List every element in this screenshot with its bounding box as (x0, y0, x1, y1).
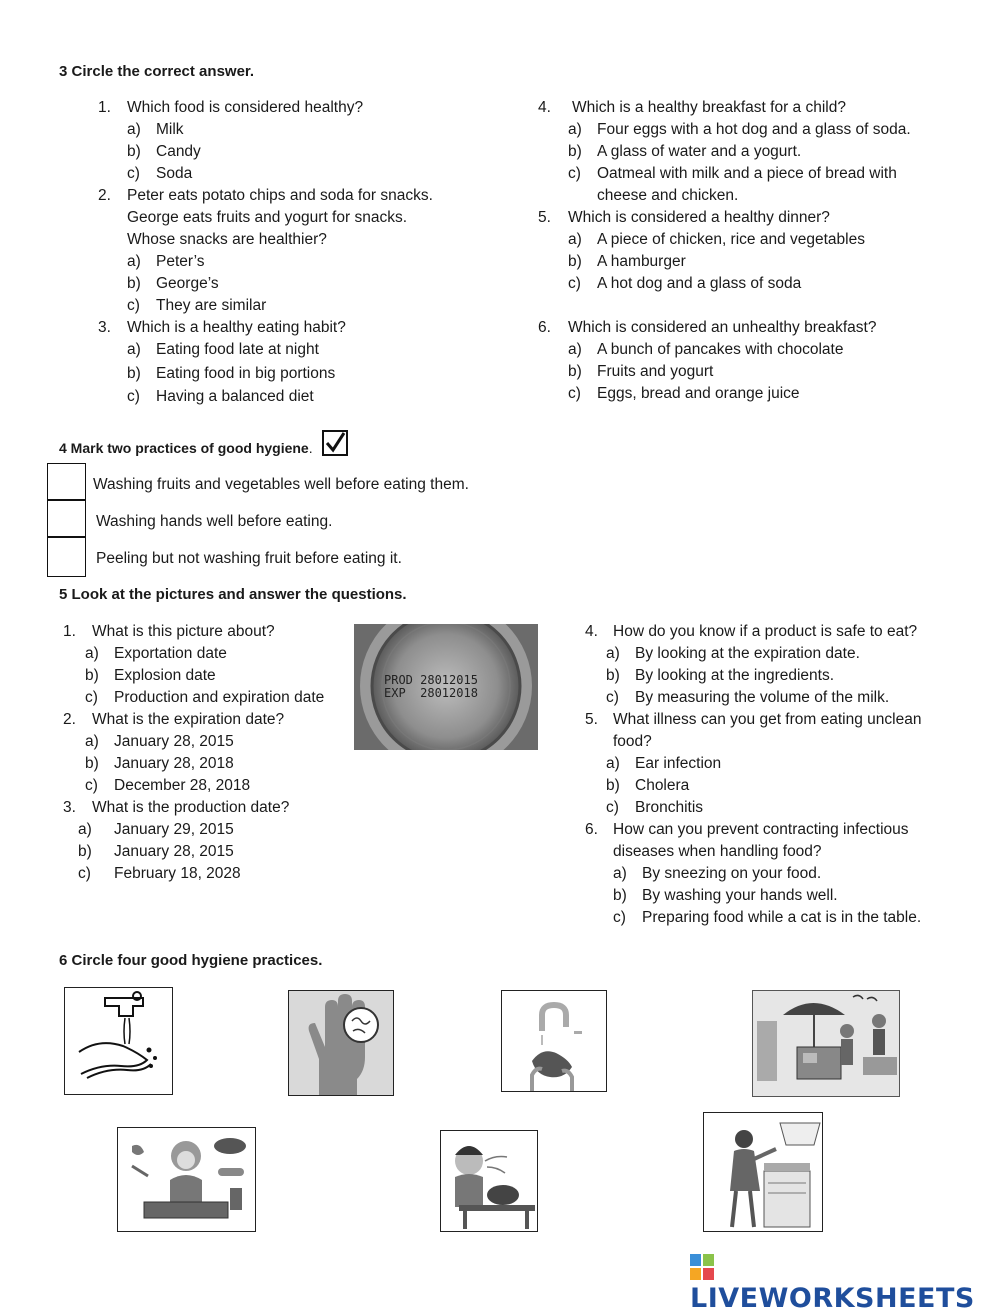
q3-2-number: 2. (98, 187, 111, 204)
q3-5-option-a[interactable]: A piece of chicken, rice and vegetables (597, 231, 865, 248)
q3-2-text-line1: Peter eats potato chips and soda for snacks. (127, 187, 433, 204)
q3-2-c-letter: c) (127, 297, 140, 314)
q3-2-option-b[interactable]: George’s (156, 275, 219, 292)
q5-4-text: How do you know if a product is safe to eat? (613, 623, 918, 640)
q5-6-b-letter: b) (613, 887, 627, 904)
liveworksheets-logo-icon (690, 1254, 714, 1280)
section-6-title: 6 Circle four good hygiene practices. (59, 952, 323, 969)
q3-3-c-letter: c) (127, 388, 140, 405)
q3-1-option-b[interactable]: Candy (156, 143, 201, 160)
q3-2-text-line3: Whose snacks are healthier? (127, 231, 327, 248)
expiration-label-text: PROD 28012015 EXP 28012018 (384, 673, 478, 700)
q3-4-option-a[interactable]: Four eggs with a hot dog and a glass of soda. (597, 121, 911, 138)
q3-6-text: Which is considered an unhealthy breakfast? (568, 319, 877, 336)
q3-5-c-letter: c) (568, 275, 581, 292)
picture-washing-fruit[interactable] (501, 990, 607, 1092)
q3-5-number: 5. (538, 209, 551, 226)
liveworksheets-logo: LIVEWORKSHEETS (690, 1252, 1000, 1314)
expiration-date-photo (354, 624, 538, 750)
q5-6-a-letter: a) (613, 865, 627, 882)
checkmark-icon (322, 430, 348, 456)
q5-3-text: What is the production date? (92, 799, 290, 816)
q5-2-a-letter: a) (85, 733, 99, 750)
q3-3-number: 3. (98, 319, 111, 336)
q5-4-option-c[interactable]: By measuring the volume of the milk. (635, 689, 890, 706)
q3-6-option-a[interactable]: A bunch of pancakes with chocolate (597, 341, 844, 358)
q5-6-option-b[interactable]: By washing your hands well. (642, 887, 838, 904)
q5-1-b-letter: b) (85, 667, 99, 684)
q5-4-c-letter: c) (606, 689, 619, 706)
q5-2-option-c[interactable]: December 28, 2018 (114, 777, 251, 794)
picture-washing-dishes[interactable] (117, 1127, 256, 1232)
hygiene-checkbox-2[interactable] (47, 500, 86, 537)
q3-1-c-letter: c) (127, 165, 140, 182)
q3-5-option-b[interactable]: A hamburger (597, 253, 686, 270)
q5-2-c-letter: c) (85, 777, 98, 794)
q5-5-option-b[interactable]: Cholera (635, 777, 690, 794)
q5-4-number: 4. (585, 623, 598, 640)
q5-3-option-c[interactable]: February 18, 2028 (114, 865, 241, 882)
q5-5-number: 5. (585, 711, 598, 728)
q3-4-text: Which is a healthy breakfast for a child? (572, 99, 846, 116)
section-3-title: 3 Circle the correct answer. (59, 63, 255, 80)
q5-1-a-letter: a) (85, 645, 99, 662)
q5-5-text-line2: food? (613, 733, 652, 750)
section-5-title: 5 Look at the pictures and answer the questions. (59, 586, 407, 603)
q3-1-a-letter: a) (127, 121, 141, 138)
q3-3-text: Which is a healthy eating habit? (127, 319, 346, 336)
q5-5-b-letter: b) (606, 777, 620, 794)
picture-cooking-stove[interactable] (703, 1112, 823, 1232)
q3-4-c-letter: c) (568, 165, 581, 182)
hygiene-item-3: Peeling but not washing fruit before eating it. (96, 550, 402, 567)
q5-1-option-b[interactable]: Explosion date (114, 667, 216, 684)
q5-4-option-a[interactable]: By looking at the expiration date. (635, 645, 860, 662)
q5-3-c-letter: c) (78, 865, 91, 882)
q3-3-a-letter: a) (127, 341, 141, 358)
q5-4-b-letter: b) (606, 667, 620, 684)
q5-3-number: 3. (63, 799, 76, 816)
q3-5-b-letter: b) (568, 253, 582, 270)
q3-6-a-letter: a) (568, 341, 582, 358)
q3-4-option-b[interactable]: A glass of water and a yogurt. (597, 143, 802, 160)
q5-4-a-letter: a) (606, 645, 620, 662)
q3-6-number: 6. (538, 319, 551, 336)
q3-4-number: 4. (538, 99, 551, 116)
q5-3-option-b[interactable]: January 28, 2015 (114, 843, 234, 860)
q3-4-b-letter: b) (568, 143, 582, 160)
q3-2-a-letter: a) (127, 253, 141, 270)
q5-6-c-letter: c) (613, 909, 626, 926)
q3-5-text: Which is considered a healthy dinner? (568, 209, 830, 226)
q3-4-a-letter: a) (568, 121, 582, 138)
hygiene-checkbox-3[interactable] (47, 537, 86, 577)
hygiene-item-1: Washing fruits and vegetables well before eating them. (93, 476, 469, 493)
q3-4-option-c[interactable]: Oatmeal with milk and a piece of bread with (597, 165, 897, 182)
q3-1-b-letter: b) (127, 143, 141, 160)
q5-6-option-a[interactable]: By sneezing on your food. (642, 865, 822, 882)
q5-1-c-letter: c) (85, 689, 98, 706)
q5-6-text-line2: diseases when handling food? (613, 843, 822, 860)
q3-6-b-letter: b) (568, 363, 582, 380)
q5-5-a-letter: a) (606, 755, 620, 772)
q5-6-option-c[interactable]: Preparing food while a cat is in the table. (642, 909, 922, 926)
q3-3-option-a[interactable]: Eating food late at night (156, 341, 319, 358)
q3-3-option-c[interactable]: Having a balanced diet (156, 388, 314, 405)
q5-1-text: What is this picture about? (92, 623, 275, 640)
section-4-title: 4 Mark two practices of good hygiene. (59, 440, 313, 456)
picture-street-food[interactable] (752, 990, 900, 1097)
q3-1-text: Which food is considered healthy? (127, 99, 364, 116)
q3-4-option-c-line2[interactable]: cheese and chicken. (597, 187, 739, 204)
q3-6-option-c[interactable]: Eggs, bread and orange juice (597, 385, 800, 402)
q5-3-option-a[interactable]: January 29, 2015 (114, 821, 234, 838)
q3-2-text-line2: George eats fruits and yogurt for snacks. (127, 209, 407, 226)
q5-5-option-c[interactable]: Bronchitis (635, 799, 704, 816)
q3-6-option-b[interactable]: Fruits and yogurt (597, 363, 714, 380)
q5-2-number: 2. (63, 711, 76, 728)
picture-dirty-hand[interactable] (288, 990, 394, 1096)
q3-3-option-b[interactable]: Eating food in big portions (156, 365, 336, 382)
q5-5-option-a[interactable]: Ear infection (635, 755, 722, 772)
q5-2-option-b[interactable]: January 28, 2018 (114, 755, 234, 772)
picture-washing-hands[interactable] (64, 987, 173, 1095)
q3-2-option-c[interactable]: They are similar (156, 297, 267, 314)
q5-2-b-letter: b) (85, 755, 99, 772)
q3-1-option-c[interactable]: Soda (156, 165, 193, 182)
q5-4-option-b[interactable]: By looking at the ingredients. (635, 667, 835, 684)
q3-2-b-letter: b) (127, 275, 141, 292)
q3-1-option-a[interactable]: Milk (156, 121, 184, 138)
q5-5-text: What illness can you get from eating unclean (613, 711, 922, 728)
q3-5-a-letter: a) (568, 231, 582, 248)
q5-1-option-c[interactable]: Production and expiration date (114, 689, 325, 706)
q3-6-c-letter: c) (568, 385, 581, 402)
picture-sneezing-on-food[interactable] (440, 1130, 538, 1232)
q5-1-number: 1. (63, 623, 76, 640)
q5-3-b-letter: b) (78, 843, 92, 860)
q5-6-number: 6. (585, 821, 598, 838)
q5-2-text: What is the expiration date? (92, 711, 285, 728)
q5-5-c-letter: c) (606, 799, 619, 816)
q3-5-option-c[interactable]: A hot dog and a glass of soda (597, 275, 802, 292)
q3-1-number: 1. (98, 99, 111, 116)
q5-3-a-letter: a) (78, 821, 92, 838)
q5-2-option-a[interactable]: January 28, 2015 (114, 733, 234, 750)
q5-6-text: How can you prevent contracting infectious (613, 821, 909, 838)
hygiene-checkbox-1[interactable] (47, 463, 86, 500)
q3-3-b-letter: b) (127, 365, 141, 382)
hygiene-item-2: Washing hands well before eating. (96, 513, 333, 530)
q5-1-option-a[interactable]: Exportation date (114, 645, 227, 662)
q3-2-option-a[interactable]: Peter’s (156, 253, 205, 270)
